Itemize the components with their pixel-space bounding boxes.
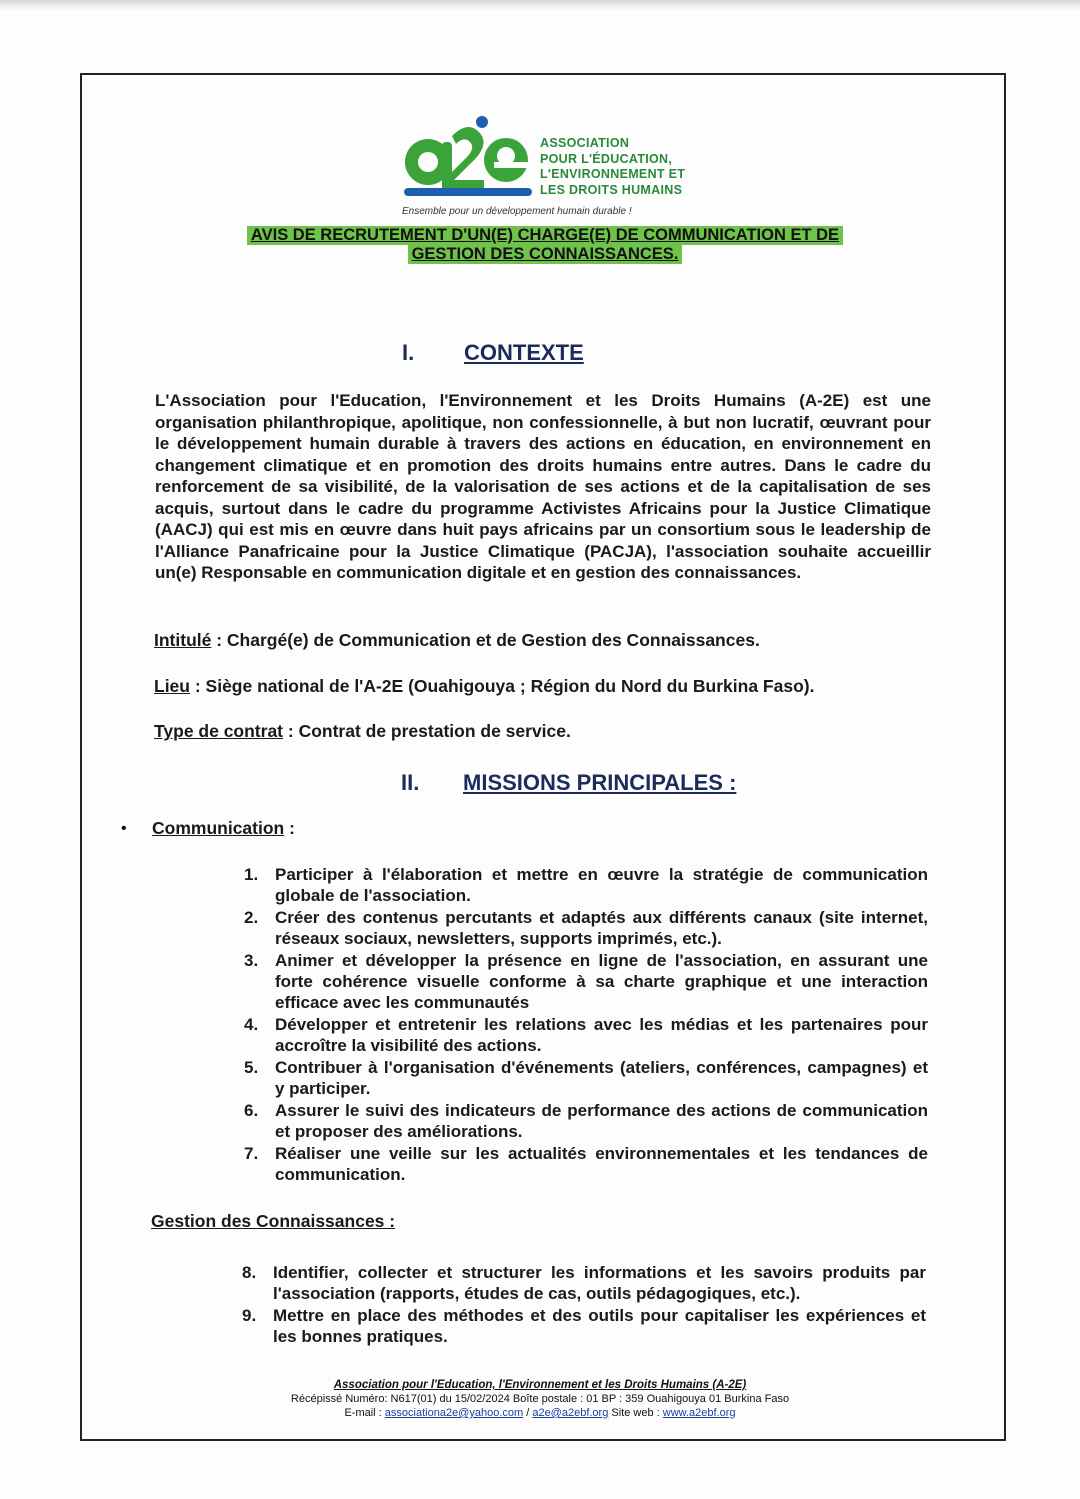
item-text: Contribuer à l'organisation d'événements (ateliers, conférences, campagnes) et y participer. bbox=[275, 1058, 928, 1098]
field-label: Type de contrat bbox=[154, 721, 284, 741]
field-lieu bbox=[154, 676, 814, 697]
list-item bbox=[242, 1262, 926, 1304]
list-item bbox=[244, 950, 928, 1013]
knowledge-list bbox=[242, 1262, 926, 1348]
scan-edge bbox=[0, 0, 1080, 10]
list-item bbox=[244, 1014, 928, 1056]
separator: / bbox=[523, 1407, 533, 1419]
field-label: Intitulé bbox=[154, 630, 212, 650]
item-number: 1. bbox=[244, 865, 259, 884]
title-line-1: AVIS DE RECRUTEMENT D'UN(E) CHARGE(E) DE COMMUNICATION ET DE bbox=[247, 226, 843, 245]
page-border bbox=[80, 73, 1006, 1441]
section-label: MISSIONS PRINCIPALES : bbox=[463, 770, 737, 795]
email-link-yahoo[interactable]: associationa2e@yahoo.com bbox=[384, 1407, 524, 1419]
item-text: Réaliser une veille sur les actualités environnementales et les tendances de communication. bbox=[275, 1144, 928, 1184]
list-item bbox=[244, 1143, 928, 1185]
footer-org-name: Association pour l'Education, l'Environnement et les Droits Humains (A-2E) bbox=[333, 1379, 747, 1391]
communication-list bbox=[244, 864, 928, 1186]
item-text: Créer des contenus percutants et adaptés aux différents canaux (site internet, réseaux sociaux, newsletters, supports imprimés, etc.). bbox=[275, 908, 928, 948]
list-item bbox=[244, 907, 928, 949]
field-value: : Contrat de prestation de service. bbox=[283, 721, 571, 741]
item-number: 3. bbox=[244, 951, 259, 970]
footer-contacts bbox=[150, 1406, 930, 1420]
item-text: Assurer le suivi des indicateurs de performance des actions de communication et proposer des améliorations. bbox=[275, 1101, 928, 1141]
item-text: Mettre en place des méthodes et des outils pour capitaliser les expériences et les bonnes pratiques. bbox=[273, 1306, 926, 1346]
a2e-logo-mark bbox=[402, 110, 537, 202]
list-item bbox=[244, 864, 928, 906]
field-label: Lieu bbox=[154, 676, 190, 696]
page-title bbox=[200, 226, 890, 264]
list-item bbox=[244, 1100, 928, 1142]
item-number: 5. bbox=[244, 1058, 259, 1077]
email-label: E-mail : bbox=[344, 1407, 385, 1419]
email-link-a2ebf[interactable]: a2e@a2ebf.org bbox=[532, 1407, 609, 1419]
subheading-gestion-connaissances bbox=[151, 1211, 395, 1232]
footer-recepisse: Récépissé Numéro: N617(01) du 15/02/2024 Boîte postale : 01 BP : 359 Ouahigouya 01 Burkina Faso bbox=[290, 1393, 790, 1405]
section-heading-contexte bbox=[402, 340, 584, 366]
item-number: 2. bbox=[244, 908, 259, 927]
context-paragraph: L'Association pour l'Education, l'Environnement et les Droits Humains (A-2E) est une organisation philanthropique, apolitique, non confessionnelle, à but non lucratif, œuvrant pour le développement humain durable à travers des actions en éducation, en environnement en changement climatique et en promotion des droits humains entre autres. Dans le cadre du renforcement de sa visibilité, de la valorisation de ses actions et de la capitalisation de ses acquis, surtout dans le cadre du programme Activistes Africains pour la Justice Climatique (AACJ) qui est mis en œuvre dans huit pays africains par un consortium sous le leadership de l'Alliance Panafricaine pour la Justice Climatique (PACJA), l'association souhaite accueillir un(e) Responsable en communication digitale et en gestion des connaissances. bbox=[155, 391, 931, 582]
item-number: 6. bbox=[244, 1101, 259, 1120]
list-item bbox=[244, 1057, 928, 1099]
item-number: 9. bbox=[242, 1306, 257, 1325]
item-text: Identifier, collecter et structurer les informations et les savoirs produits par l'association (rapports, études de cas, outils pédagogiques, etc.). bbox=[273, 1263, 926, 1303]
page-footer bbox=[150, 1378, 930, 1420]
item-text: Participer à l'élaboration et mettre en œuvre la stratégie de communication globale de l'association. bbox=[275, 865, 928, 905]
subheading-suffix: : bbox=[284, 818, 295, 838]
list-item bbox=[242, 1305, 926, 1347]
subheading-label: Gestion des Connaissances : bbox=[151, 1211, 396, 1231]
item-number: 7. bbox=[244, 1144, 259, 1163]
logo-line: LES DROITS HUMAINS bbox=[540, 182, 683, 197]
subheading-communication bbox=[152, 818, 295, 839]
website-label: Site web : bbox=[608, 1407, 663, 1419]
section-label: CONTEXTE bbox=[464, 340, 584, 365]
subheading-label: Communication bbox=[152, 818, 285, 838]
item-text: Développer et entretenir les relations avec les médias et les partenaires pour accroître la visibilité des actions. bbox=[275, 1015, 928, 1055]
bullet-icon: • bbox=[121, 820, 127, 837]
logo-line: ASSOCIATION bbox=[540, 136, 630, 150]
title-line-2: GESTION DES CONNAISSANCES. bbox=[408, 245, 683, 264]
field-intitule bbox=[154, 630, 760, 651]
logo-line: POUR L'ÉDUCATION, bbox=[540, 151, 673, 166]
field-type-contrat bbox=[154, 721, 571, 742]
section-heading-missions bbox=[401, 770, 736, 796]
item-text: Animer et développer la présence en ligne de l'association, en assurant une forte cohérence visuelle conforme à sa charte graphique et une interaction efficace avec les communautés bbox=[275, 951, 928, 1012]
section-number: I. bbox=[402, 340, 415, 365]
website-link[interactable]: www.a2ebf.org bbox=[662, 1407, 736, 1419]
section-number: II. bbox=[401, 770, 420, 795]
field-value: : Chargé(e) de Communication et de Gestion des Connaissances. bbox=[211, 630, 760, 650]
item-number: 8. bbox=[242, 1263, 257, 1282]
a2e-logo bbox=[402, 110, 702, 220]
item-number: 4. bbox=[244, 1015, 259, 1034]
logo-org-name bbox=[540, 136, 685, 198]
field-value: : Siège national de l'A-2E (Ouahigouya ; Région du Nord du Burkina Faso). bbox=[189, 676, 815, 696]
logo-slogan: Ensemble pour un développement humain durable ! bbox=[402, 206, 632, 217]
logo-line: L'ENVIRONNEMENT ET bbox=[540, 167, 686, 181]
